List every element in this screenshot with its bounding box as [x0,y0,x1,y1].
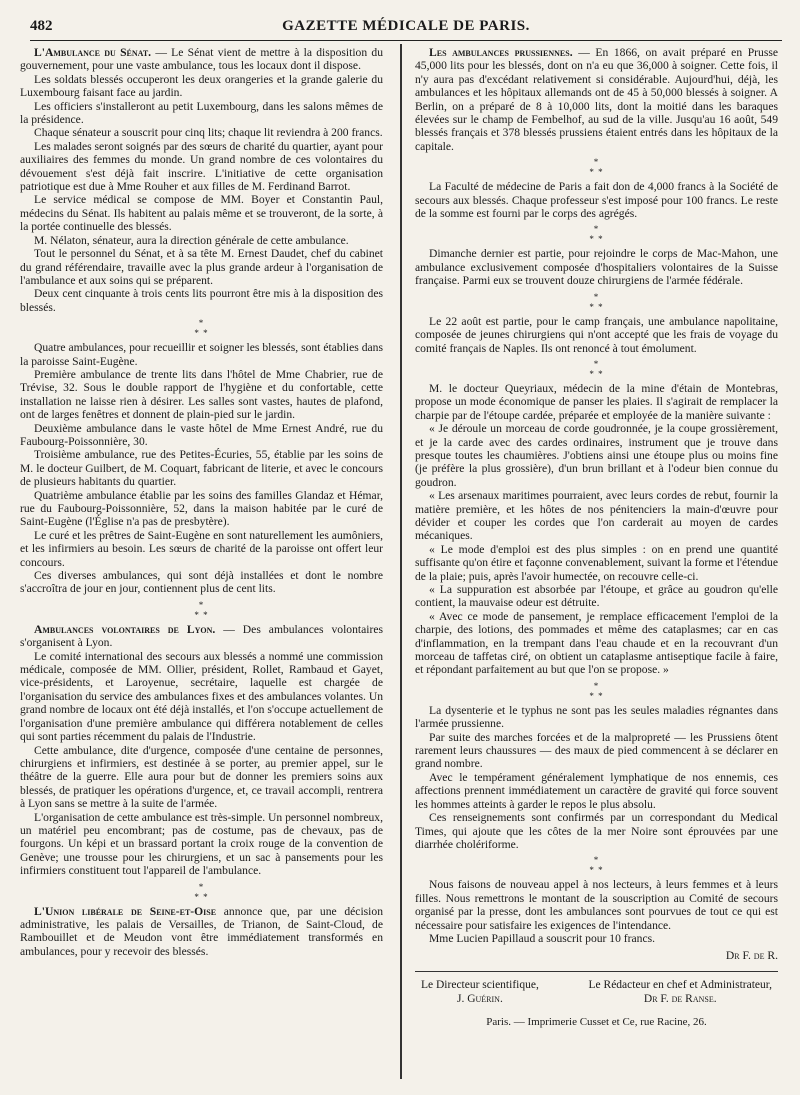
article-section [415,878,778,945]
footer-credits [415,978,778,1006]
paragraph-text: Dimanche dernier est partie, pour rejoindre le corps de Mac-Mahon, une ambulance exclusivement composée d'hospitaliers volontaires de la Suisse française. Parmi eux se trouvent douze chirurgiens de l'armée fédérale. [415,247,778,288]
paragraph-text: Deux cent cinquante à trois cents lits pourront être mis à la disposition des blessés. [20,287,383,314]
article-paragraph [20,341,383,368]
paragraph-text: M. le docteur Queyriaux, médecin de la mine d'étain de Montebras, propose un mode économique de panser les plaies. Il s'agirait de remplacer la charpie par de l'étoupe cardée, préparée et employée de la manière suivante : [415,381,778,422]
asterism-separator: * * * [194,318,209,339]
left-column [20,46,383,1076]
article-paragraph [20,448,383,488]
article-section [415,247,778,287]
article-paragraph [20,650,383,744]
director-credit [421,978,539,1006]
article-paragraph [20,569,383,596]
article-paragraph [20,100,383,127]
article-paragraph [20,489,383,529]
article-paragraph [20,905,383,959]
asterism-separator: * * * [589,224,604,245]
right-column-sections [415,46,778,945]
paragraph-text: « Avec ce mode de pansement, je remplace efficacement l'emploi de la charpie, des lotions, des pommades et même des cataplasmes; car en cas d'inflammation, en la trempant dans l'eau chaude et en la recouvrant d'un morceau de taffetas ciré, on obtient un cataplasme antiseptique facile à faire, et répondant parfaitement au but que l'on se propose. » [415,609,778,677]
article-title: Les ambulances prussiennes. [429,46,573,59]
paragraph-text: Les officiers s'installeront au petit Luxembourg, dans les salons mêmes de la présidence. [20,99,383,127]
article-paragraph [20,46,383,73]
article-paragraph [20,247,383,287]
paragraph-text: L'organisation de cette ambulance est très-simple. Un personnel nombreux, un matériel peu encombrant; pas de costume, pas de chevaux, pas de fourgons. Un képi et un brassard portant la croix rouge de la convention de Genève; une trousse pour les chirurgiens, et un sac à pansements pour les infirmiers constituent tout l'appareil de l'ambulance. [20,810,383,878]
paragraph-text: La Faculté de médecine de Paris a fait don de 4,000 francs à la Société de secours aux blessés. Chaque professeur s'est imposé pour 100 francs. Le reste de la somme est fourni par le corps des agrégés. [415,180,778,221]
paragraph-text: Mme Lucien Papillaud a souscrit pour 10 francs. [429,931,656,945]
paragraph-text: Quatre ambulances, pour recueillir et soigner les blessés, sont établies dans la paroisse Saint-Eugène. [20,341,383,368]
article-paragraph [20,529,383,569]
article-paragraph [415,315,778,355]
article-section [20,623,383,878]
article-paragraph [20,126,383,139]
article-section [415,315,778,355]
paragraph-text: Première ambulance de trente lits dans l'hôtel de Mme Chabrier, rue de Trévise, 32. Sous le double rapport de l'hygiène et du confortable, cette installation ne laisse rien à désirer. Les salles sont vastes, hautes de plafond, ont de larges fenêtres et donnent de plain-pied sur le jardin. [20,367,383,422]
article-paragraph [20,811,383,878]
paragraph-text: Le service médical se compose de MM. Boyer et Constantin Paul, médecins du Sénat. Ils habitent au palais même et se trouveront, de la sorte, à la portée continuelle des blessés. [20,193,383,234]
article-paragraph [415,489,778,543]
paragraph-text: — Des ambulances volontaires s'organisent à Lyon. [20,622,383,650]
article-paragraph [20,73,383,100]
editor-label: Le Rédacteur en chef et Administrateur, [588,978,772,991]
article-paragraph [415,932,778,945]
article-section [415,382,778,677]
article-paragraph [20,368,383,422]
paragraph-text: Par suite des marches forcées et de la malpropreté — les Prussiens ôtent rarement leurs chaussures — des maux de pied commencent à se déclarer en grand nombre. [415,730,778,771]
paragraph-text: « Le mode d'emploi est des plus simples : on en prend une quantité suffisante qu'on étire et façonne convenablement, suivant la forme et l'étendue de la plaie; puis, après l'avoir humectée, on recouvre celle-ci. [415,542,778,583]
paragraph-text: Quatrième ambulance établie par les soins des familles Glandaz et Hémar, rue du Faubourg-Poissonnière, 52, dans la maison habitée par le curé de Saint-Eugène (l'Église n'a pas de presbytère). [20,488,383,529]
printer-line: Paris. — Imprimerie Cusset et Ce, rue Racine, 26. [486,1015,707,1028]
page-header [30,16,782,41]
paragraph-text: Les soldats blessés occuperont les deux orangeries et la grande galerie du Luxembourg faisant face au jardin. [20,72,383,100]
article-section [20,46,383,314]
director-label: Le Directeur scientifique, [421,978,539,991]
editor-credit [589,978,772,1006]
page-number: 482 [30,18,53,34]
paragraph-text: « La suppuration est absorbée par l'étoupe, et grâce au goudron qu'elle contient, la mauvaise odeur est détruite. [415,583,778,610]
article-title: L'Union libérale de Seine-et-Oise [34,904,217,918]
article-paragraph [415,704,778,731]
article-paragraph [415,422,778,489]
article-paragraph [415,811,778,851]
paragraph-text: Nous faisons de nouveau appel à nos lecteurs, à leurs femmes et à leurs filles. Nous remettrons le montant de la souscription au Comité de secours organisé par la presse, dont les ambulances sont pourvues de tout ce qui est nécessaire pour satisfaire les exigences de l'intendance. [415,878,778,932]
asterism-separator: * * * [589,157,604,178]
article-paragraph [20,623,383,650]
article-paragraph [20,234,383,247]
article-section [20,341,383,596]
article-title: Ambulances volontaires de Lyon. [34,622,216,636]
asterism-separator: * * * [194,599,209,620]
paragraph-text: M. Nélaton, sénateur, aura la direction générale de cette ambulance. [34,233,349,247]
article-paragraph [20,744,383,811]
paragraph-text: Deuxième ambulance dans le vaste hôtel de Mme Ernest André, rue du Faubourg-Poissonnière, 30. [20,421,383,448]
paragraph-text: Chaque sénateur a souscrit pour cinq lits; chaque lit reviendra à 200 francs. [34,126,383,140]
article-section [415,704,778,851]
footer-divider [415,971,778,972]
article-paragraph [20,422,383,449]
paragraph-text: annonce que, par une décision administrative, les palais de Versailles, de Trianon, de Saint-Cloud, de Rambouillet et de Meudon vont être immédiatement transformés en ambulances, pour y recevoir des blessés. [20,904,383,958]
article-paragraph [20,193,383,233]
article-paragraph [20,287,383,314]
paragraph-text: Ces renseignements sont confirmés par un correspondant du Medical Times, qui ajoute que les côtes de la mer Noire sont éprouvées par une diarrhée cholériforme. [415,811,778,851]
paragraph-text: Le comité international des secours aux blessés a nommé une commission médicale, composée de MM. Ollier, président, Rollet, Rambaud et Gayet, vice-présidents, et Laroyenue, secrétaire, laquelle est chargée de l'organisation du service des ambulances fixes et des ambulances volantes. Un grand nombre de locaux ont été déjà installés, et l'on s'occupe actuellement de l'organisation d'une première ambulance qui différera notablement de celles qui sont parties récemment du palais de l'Industrie. [20,649,383,744]
paragraph-text: Les malades seront soignés par des sœurs de charité du quartier, ayant pour auxiliaires des femmes du monde. Un grand nombre de ces volontaires du dévouement s'est déjà fait inscrire. L'initiative de cette organisation patriotique est due à Mme Rouher et aux filles de M. Ferdinand Barrot. [20,139,383,194]
asterism-separator: * * * [589,358,604,379]
article-paragraph [415,247,778,287]
paragraph-text: La dysenterie et le typhus ne sont pas les seules maladies régnantes dans l'armée prussienne. [415,703,778,731]
asterism-separator: * * * [194,881,209,902]
article-paragraph [415,771,778,811]
asterism-separator: * * * [589,680,604,701]
paragraph-text: — En 1866, on avait préparé en Prusse 45,000 lits pour les blessés, dont on n'a eu que 36,000 à soigner. Cette fois, il n'y aura pas d'excédant relativement si considérable. Aujourd'hui, déjà, les ambulances et les hôpitaux allemands ont de 45 à 50,000 blessés à soigner. A Berlin, on a préparé de 8 à 10,000 lits, dont la moitié dans les baraques élevées sur le champ de Fembelhof, au sud de la ville. Jusqu'au 16 août, 549 blessés français et 378 blessés prussiens étaient entrés dans les hôpitaux de la capitale. [415,46,778,153]
article-paragraph [415,878,778,932]
paragraph-text: Cette ambulance, dite d'urgence, composée d'une centaine de personnes, chirurgiens et infirmiers, est destinée à se porter, au premier appel, sur le théâtre de la guerre. Elle aura pour but de donner les premiers soins aux blessés, de pratiquer les opérations d'urgence, et, ce travail accompli, rentrera à Lyon sans se mettre à la suite de l'armée. [20,743,383,811]
paragraph-text: Le curé et les prêtres de Saint-Eugène en sont naturellement les aumôniers, et les infirmiers au besoin. Les sœurs de charité de la paroisse ont offert leur concours. [20,528,383,569]
paragraph-text: Avec le tempérament généralement lymphatique de nos ennemis, ces affections prennent immédiatement un caractère de gravité qui force souvent les hommes atteints à garder le repos le plus absolu. [415,770,778,811]
article-paragraph [415,610,778,677]
paragraph-text: « Je déroule un morceau de corde goudronnée, je la coupe grossièrement, et je la carde avec des cardes ordinaires, instrument que je trouve dans presque toutes les chaumières. J'obtiens ainsi une étoupe plus ou moins fine (je préfère la plus grossière), d'un brun brillant et à l'odeur bien connue du goudron. [415,422,778,489]
asterism-separator: * * * [589,291,604,312]
article-paragraph [20,140,383,194]
article-section [20,905,383,959]
article-section [415,180,778,220]
editor-name: Dr F. de Ranse. [643,992,717,1005]
article-paragraph [415,543,778,583]
column-divider [400,44,402,1079]
paragraph-text: Ces diverses ambulances, qui sont déjà installées et dont le nombre s'accroîtra de jour en jour, contiennent plus de cent lits. [20,569,383,596]
article-paragraph [415,180,778,220]
right-column [415,46,778,1076]
paragraph-text: Le 22 août est partie, pour le camp français, une ambulance napolitaine, composée de jeunes chirurgiens qui n'ont accepté que les frais de voyage du comité français de Naples. Ils ont renoncé à tout émolument. [415,314,778,355]
paragraph-text: — Le Sénat vient de mettre à la disposition du gouvernement, pour une vaste ambulance, tous les locaux dont il dispose. [20,46,383,73]
paragraph-text: Tout le personnel du Sénat, et à sa tête M. Ernest Daudet, chef du cabinet du grand référendaire, travaille avec la plus grande ardeur à l'organisation de l'ambulance et aux soins qui se préparent. [20,247,383,287]
asterism-separator: * * * [589,855,604,876]
paragraph-text: Troisième ambulance, rue des Petites-Écuries, 55, établie par les soins de M. le docteur Guilbert, de M. Coquart, fabricant de literie, et avec le concours de plusieurs habitants du quartier. [20,448,383,489]
paragraph-text: « Les arsenaux maritimes pourraient, avec leurs cordes de rebut, fournir la matière première, et les hôtes de nos pénitenciers la main-d'œuvre pour dévider et couper les cordes que l'on carderait au moyen de cardes mécaniques. [415,489,778,543]
journal-title: GAZETTE MÉDICALE DE PARIS. [282,18,530,34]
article-section [415,46,778,153]
article-title: L'Ambulance du Sénat. [34,46,152,59]
signature: Dr F. de R. [725,949,778,963]
article-paragraph [415,583,778,610]
article-paragraph [415,382,778,422]
article-paragraph [415,46,778,153]
article-paragraph [415,731,778,771]
director-name: J. Guérin. [456,992,503,1005]
